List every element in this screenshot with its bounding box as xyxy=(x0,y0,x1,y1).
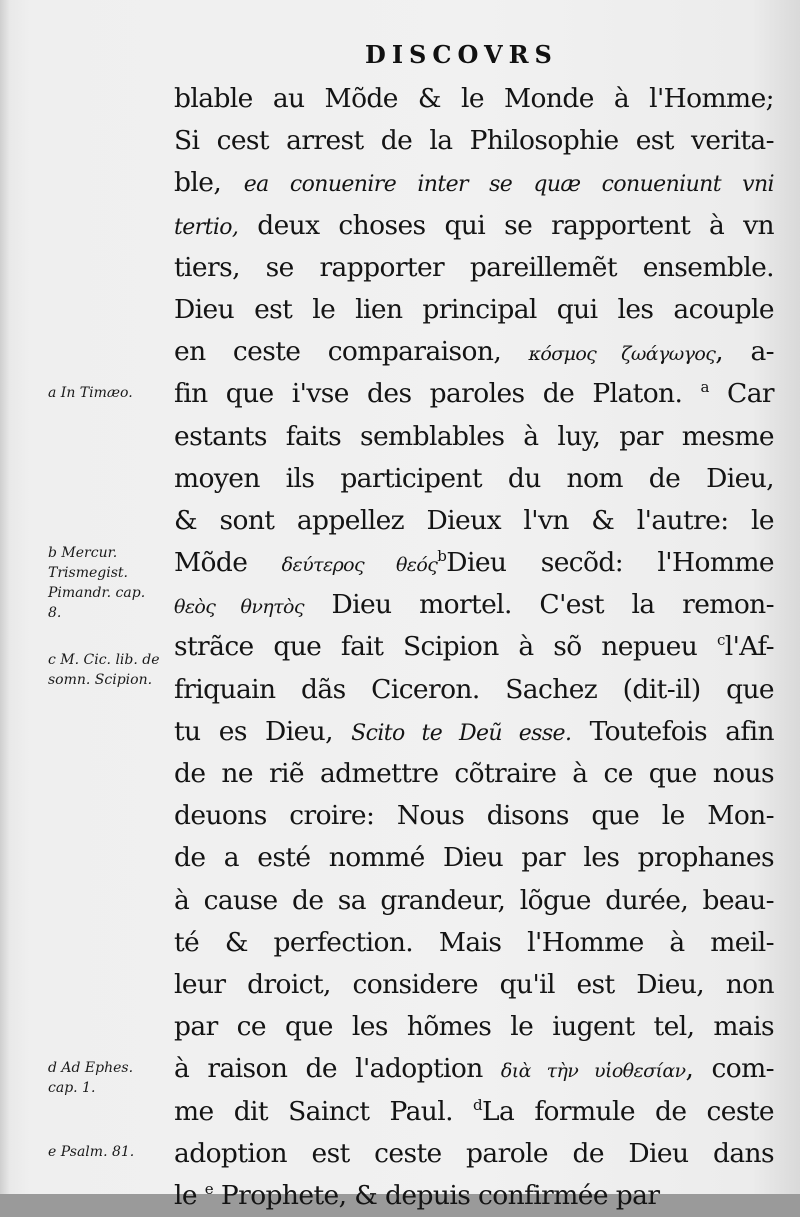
text-run: friquain dãs Ciceron. Sachez (dit-il) que xyxy=(174,673,774,705)
text-run: à raison de l'adoption xyxy=(174,1053,501,1085)
text-run: estants faits semblables à luy, par mesme xyxy=(174,420,774,452)
text-run: leur droict, considere qu'il est Dieu, non xyxy=(174,968,774,1000)
text-line xyxy=(174,78,774,120)
text-line xyxy=(174,922,774,964)
text-line xyxy=(174,120,774,162)
text-run: deux choses qui se rapportent à vn xyxy=(238,209,774,241)
text-line xyxy=(174,1006,774,1048)
greek-phrase: κόσμος ζωάγωγος xyxy=(528,343,716,366)
latin-quote: ea conuenire inter se quæ conueniunt vni xyxy=(243,172,774,198)
text-run: de a esté nommé Dieu par les prophanes xyxy=(174,842,774,874)
text-run: l'Af- xyxy=(724,631,774,663)
footnote-marker: b xyxy=(437,547,447,566)
latin-quote: Scito te Deũ esse. xyxy=(351,720,572,746)
text-line xyxy=(174,162,774,204)
marginal-note-a: a In Timæo. xyxy=(48,385,133,401)
text-line xyxy=(174,247,774,289)
text-run: Toutefois afin xyxy=(571,715,774,747)
text-line xyxy=(174,753,774,795)
text-run: Car xyxy=(708,378,774,410)
text-run: Prophete, & depuis confirmée par xyxy=(213,1179,660,1211)
running-head: DISCOVRS xyxy=(365,40,558,69)
text-line xyxy=(174,626,774,668)
text-run: par ce que les hõmes le iugent tel, mais xyxy=(174,1011,774,1043)
text-run: en ceste comparaison, xyxy=(174,336,529,368)
marginal-note-d: d Ad Ephes. cap. 1. xyxy=(48,1060,134,1096)
marginal-note-b: b Mercur. Trismegist. Pimandr. cap. 8. xyxy=(48,545,146,621)
marginal-note-c: c M. Cic. lib. de somn. Scipion. xyxy=(48,652,160,688)
text-line xyxy=(174,964,774,1006)
text-run: , com- xyxy=(685,1053,774,1085)
text-line xyxy=(174,416,774,458)
text-line xyxy=(174,1048,774,1090)
footnote-marker: e xyxy=(204,1180,214,1199)
text-run: tiers, se rapporter pareillemẽt ensemble. xyxy=(174,251,774,283)
main-text-block xyxy=(174,78,774,1217)
text-run: me dit Sainct Paul. xyxy=(174,1095,474,1127)
text-run: adoption est ceste parole de Dieu dans xyxy=(174,1137,774,1169)
latin-quote: tertio, xyxy=(174,214,239,240)
text-line xyxy=(174,584,774,626)
greek-phrase: διὰ τὴν υἱοθεσίαν xyxy=(500,1060,686,1083)
text-run: ble, xyxy=(174,167,244,199)
text-run: Si cest arrest de la Philosophie est verita- xyxy=(174,125,774,157)
text-run: blable au Mõde & le Monde à l'Homme; xyxy=(174,83,774,114)
text-line xyxy=(174,500,774,542)
text-run: tu es Dieu, xyxy=(174,715,352,747)
text-run: strãce que fait Scipion à sõ nepueu xyxy=(174,631,717,663)
text-line xyxy=(174,1091,774,1133)
text-line xyxy=(174,373,774,415)
text-run: à cause de sa grandeur, lõgue durée, beau- xyxy=(174,884,774,916)
text-line xyxy=(174,458,774,500)
text-run: le xyxy=(174,1179,205,1211)
text-line xyxy=(174,880,774,922)
text-run: , a- xyxy=(715,336,775,368)
greek-phrase: δεύτερος θεός xyxy=(281,554,438,577)
text-line xyxy=(174,331,774,373)
text-line xyxy=(174,837,774,879)
text-line xyxy=(174,711,774,753)
text-run: de ne riẽ admettre cõtraire à ce que nous xyxy=(174,758,774,789)
text-run: La formule de ceste xyxy=(482,1095,774,1127)
footnote-marker: a xyxy=(700,378,709,397)
text-line xyxy=(174,1133,774,1175)
footnote-marker: c xyxy=(716,631,725,650)
text-run: moyen ils participent du nom de Dieu, xyxy=(174,462,774,494)
text-line xyxy=(174,205,774,247)
text-run: Dieu est le lien principal qui les acouple xyxy=(174,293,774,325)
footnote-marker: d xyxy=(473,1095,483,1114)
text-run: té & perfection. Mais l'Homme à meil- xyxy=(174,926,774,958)
greek-phrase: θεὸς θνητὸς xyxy=(174,596,304,619)
marginal-note-e: e Psalm. 81. xyxy=(48,1144,135,1160)
text-line xyxy=(174,542,774,584)
text-run: Mõde xyxy=(174,547,282,579)
text-line xyxy=(174,1175,774,1217)
text-run: deuons croire: Nous disons que le Mon- xyxy=(174,800,774,832)
text-line xyxy=(174,289,774,331)
text-line xyxy=(174,669,774,711)
text-run: Dieu mortel. C'est la remon- xyxy=(303,589,774,621)
text-line xyxy=(174,795,774,837)
text-run: & sont appellez Dieux l'vn & l'autre: le xyxy=(174,504,774,536)
text-run: fin que i'vse des paroles de Platon. xyxy=(174,378,701,410)
text-run: Dieu secõd: l'Homme xyxy=(446,547,774,579)
